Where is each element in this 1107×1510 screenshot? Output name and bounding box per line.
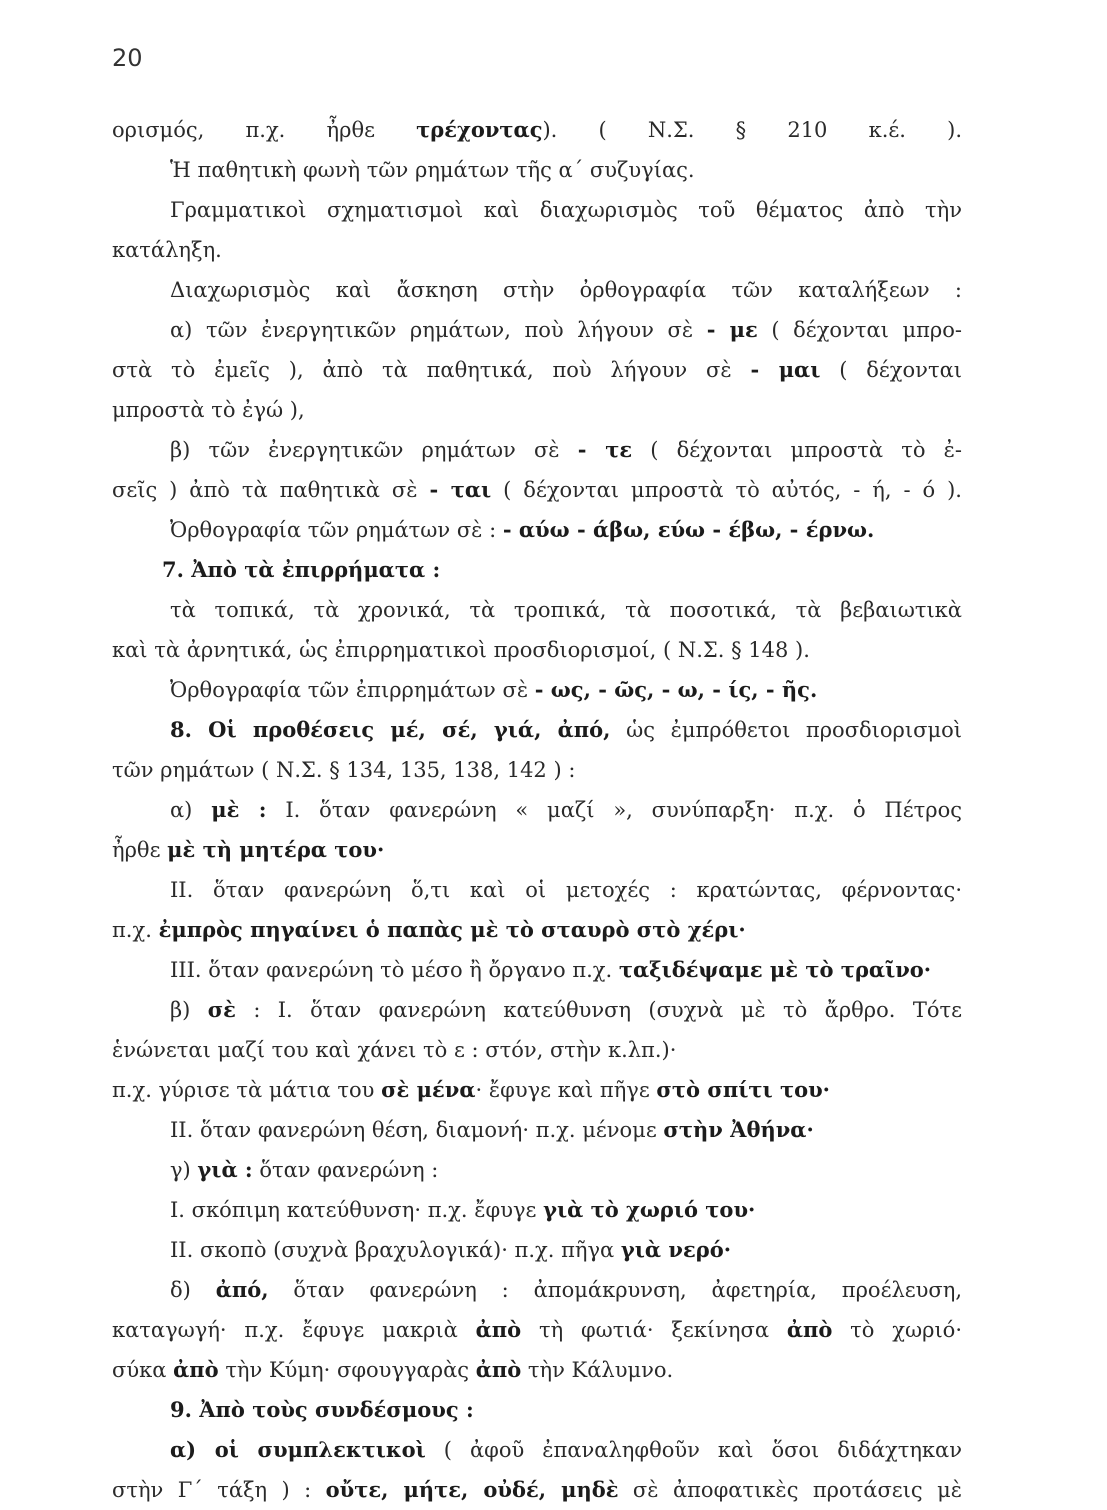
text-run: α) τῶν ἐνεργητικῶν ρημάτων, ποὺ λήγουν σὲ — [170, 318, 707, 342]
text-run: τὸ χωριό· — [832, 1318, 962, 1342]
bold-text-run: ἀπὸ — [475, 1357, 522, 1382]
text-line — [112, 990, 962, 1030]
text-run: δ) — [170, 1278, 216, 1302]
text-run: καὶ τὰ ἀρνητικά, ὡς ἐπιρρηματικοὶ προσδιορισμοί, ( Ν.Σ. § 148 ). — [112, 638, 810, 662]
text-line — [112, 1150, 962, 1190]
text-run: καταγωγή· π.χ. ἔφυγε μακριὰ — [112, 1318, 476, 1342]
text-run: σεῖς ) ἀπὸ τὰ παθητικὰ σὲ — [112, 478, 430, 502]
bold-text-run: σὲ μένα — [381, 1077, 476, 1102]
text-line — [112, 1350, 962, 1390]
text-line — [112, 790, 962, 830]
text-run: II. σκοπὸ (συχνὰ βραχυλογικά)· π.χ. πῆγα — [170, 1238, 621, 1262]
text-run: τὰ τοπικά, τὰ χρονικά, τὰ τροπικά, τὰ ποσοτικά, τὰ βεβαιωτικὰ — [170, 598, 962, 622]
text-run: I. ὅταν φανερώνη « μαζί », συνύπαρξη· π.χ. ὁ Πέτρος — [266, 798, 962, 822]
text-run: τὴ φωτιά· ξεκίνησα — [521, 1318, 787, 1342]
bold-text-run: ἀπό, — [215, 1277, 269, 1302]
bold-text-run: - ται — [429, 477, 492, 502]
text-run: II. ὅταν φανερώνη θέση, διαμονή· π.χ. μένομε — [170, 1118, 664, 1142]
page-body — [112, 110, 962, 1510]
text-run: β) τῶν ἐνεργητικῶν ρημάτων σὲ — [170, 438, 578, 462]
text-line — [112, 910, 962, 950]
text-line — [112, 630, 962, 670]
section-heading — [112, 710, 962, 750]
text-run: σύκα — [112, 1358, 174, 1382]
text-line — [112, 230, 962, 270]
text-line — [112, 150, 962, 190]
text-line — [112, 670, 962, 710]
text-run: ( δέχονται μπροστὰ τὸ αὐτός, - ή, - ό ). — [491, 478, 962, 502]
text-run: II. ὅταν φανερώνη ὅ,τι καὶ οἱ μετοχές : κρατώντας, φέρνοντας· — [170, 878, 962, 902]
bold-text-run: στὴν Ἀθήνα· — [663, 1117, 814, 1142]
text-line — [112, 1030, 962, 1070]
text-run: Ὀρθογραφία τῶν ρημάτων σὲ : — [170, 518, 503, 542]
text-line — [112, 470, 962, 510]
bold-text-run: οὔτε, μήτε, οὐδέ, μηδὲ — [325, 1477, 619, 1502]
text-run: ἑνώνεται μαζί του καὶ χάνει τὸ ε : στόν, στὴν κ.λπ.)· — [112, 1038, 677, 1062]
text-run: Ἡ παθητικὴ φωνὴ τῶν ρημάτων τῆς α΄ συζυγίας. — [170, 158, 695, 182]
text-run: τὴν Κύμη· σφουγγαρὰς — [218, 1358, 476, 1382]
text-run: ( δέχονται — [820, 358, 962, 382]
text-run: : I. ὅταν φανερώνη κατεύθυνση (συχνὰ μὲ τὸ ἄρθρο. Τότε — [235, 998, 962, 1022]
text-run: I. σκόπιμη κατεύθυνση· π.χ. ἔφυγε — [170, 1198, 544, 1222]
text-line — [112, 1070, 962, 1110]
section-heading — [112, 1390, 962, 1430]
bold-text-run: γιὰ : — [197, 1157, 253, 1182]
text-run: Διαχωρισμὸς καὶ ἄσκηση στὴν ὀρθογραφία τῶν καταλήξεων : — [170, 278, 962, 302]
text-run: ( δέχονται μπρο- — [757, 318, 962, 342]
bold-text-run: - ως, - ῶς, - ω, - ίς, - ῆς. — [534, 677, 818, 702]
text-run: ορισμός, π.χ. ἦρθε — [112, 118, 417, 142]
text-line — [112, 390, 962, 430]
text-line — [112, 510, 962, 550]
text-line — [112, 270, 962, 310]
text-line — [112, 1110, 962, 1150]
bold-text-run: μὲ τὴ μητέρα του· — [167, 837, 385, 862]
bold-text-run: μὲ : — [211, 797, 267, 822]
bold-text-run: 8. Οἱ προθέσεις μέ, σέ, γιά, ἀπό, — [170, 717, 611, 742]
text-run: ὡς ἐμπρόθετοι προσδιορισμοὶ — [610, 718, 962, 742]
text-line — [112, 870, 962, 910]
page-number: 20 — [112, 44, 143, 72]
text-line — [112, 1430, 962, 1470]
text-run: στὰ τὸ ἐμεῖς ), ἀπὸ τὰ παθητικά, ποὺ λήγουν σὲ — [112, 358, 751, 382]
text-run: κατάληξη. — [112, 238, 222, 262]
text-line — [112, 190, 962, 230]
bold-text-run: σὲ — [207, 997, 236, 1022]
text-line — [112, 830, 962, 870]
text-line — [112, 1230, 962, 1270]
text-run: τὴν Κάλυμνο. — [521, 1358, 674, 1382]
text-line — [112, 590, 962, 630]
text-run: ( δέχονται μπροστὰ τὸ ἐ- — [632, 438, 962, 462]
bold-text-run: ἀπὸ — [475, 1317, 522, 1342]
text-run: ὅταν φανερώνη : ἀπομάκρυνση, ἀφετηρία, προέλευση, — [268, 1278, 962, 1302]
text-run: σὲ ἀποφατικὲς προτάσεις μὲ — [618, 1478, 963, 1502]
text-line — [112, 310, 962, 350]
section-heading — [112, 550, 962, 590]
bold-text-run: ἀπὸ — [786, 1317, 833, 1342]
text-run: π.χ. γύρισε τὰ μάτια του — [112, 1078, 382, 1102]
text-run: · ἔφυγε καὶ πῆγε — [475, 1078, 657, 1102]
text-line — [112, 1310, 962, 1350]
bold-text-run: - αύω - άβω, εύω - έβω, - έρνω. — [502, 517, 875, 542]
text-line — [112, 1270, 962, 1310]
text-line — [112, 1190, 962, 1230]
bold-text-run: ταξιδέψαμε μὲ τὸ τραῖνο· — [618, 957, 932, 982]
text-run: β) — [170, 998, 208, 1022]
text-line — [112, 110, 962, 150]
text-run: ὅταν φανερώνη : — [252, 1158, 439, 1182]
text-run: α) — [170, 798, 212, 822]
bold-text-run: ἐμπρὸς πηγαίνει ὁ παπὰς μὲ τὸ σταυρὸ στὸ χέρι· — [158, 917, 746, 942]
text-run: γ) — [170, 1158, 198, 1182]
text-line — [112, 350, 962, 390]
text-line — [112, 1470, 962, 1510]
bold-text-run: α) οἱ συμπλεκτικοὶ — [170, 1437, 426, 1462]
text-run: ). ( Ν.Σ. § 210 κ.έ. ). — [542, 118, 962, 142]
bold-text-run: στὸ σπίτι του· — [656, 1077, 830, 1102]
text-run: μπροστὰ τὸ ἐγώ ), — [112, 398, 305, 422]
text-line — [112, 430, 962, 470]
text-run: ἦρθε — [112, 838, 168, 862]
text-run: στὴν Γ΄ τάξη ) : — [112, 1478, 326, 1502]
text-run: Γραμματικοὶ σχηματισμοὶ καὶ διαχωρισμὸς τοῦ θέματος ἀπὸ τὴν — [170, 198, 962, 222]
bold-text-run: γιὰ τὸ χωριό του· — [543, 1197, 756, 1222]
bold-text-run: - με — [706, 317, 758, 342]
bold-text-run: τρέχοντας — [416, 117, 543, 142]
text-run: ( ἀφοῦ ἐπαναληφθοῦν καὶ ὅσοι διδάχτηκαν — [425, 1438, 962, 1462]
bold-text-run: - μαι — [750, 357, 821, 382]
bold-text-run: γιὰ νερό· — [620, 1237, 732, 1262]
text-run: τῶν ρημάτων ( Ν.Σ. § 134, 135, 138, 142 ) : — [112, 758, 576, 782]
bold-text-run: 9. Ἀπὸ τοὺς συνδέσμους : — [170, 1397, 474, 1422]
text-run: Ὀρθογραφία τῶν ἐπιρρημάτων σὲ — [170, 678, 535, 702]
bold-text-run: 7. Ἀπὸ τὰ ἐπιρρήματα : — [162, 557, 441, 582]
text-run: III. ὅταν φανερώνη τὸ μέσο ἢ ὄργανο π.χ. — [170, 958, 619, 982]
bold-text-run: - τε — [577, 437, 633, 462]
text-line — [112, 750, 962, 790]
text-run: π.χ. — [112, 918, 159, 942]
bold-text-run: ἀπὸ — [173, 1357, 219, 1382]
text-line — [112, 950, 962, 990]
